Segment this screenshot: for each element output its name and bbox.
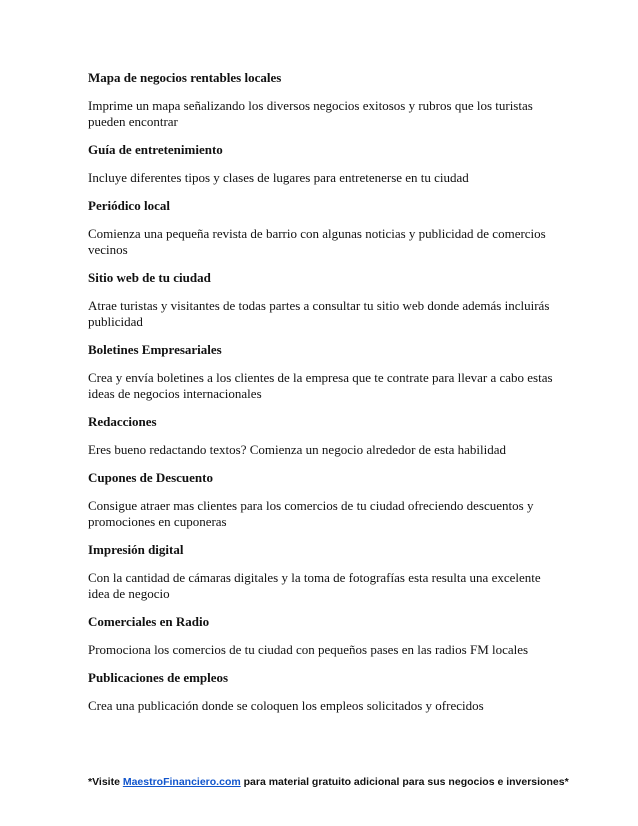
item-title: Comerciales en Radio	[88, 614, 210, 629]
item-description: Atrae turistas y visitantes de todas partes a consultar tu sitio web donde además incluirás publicidad	[88, 298, 550, 329]
item-description: Incluye diferentes tipos y clases de lugares para entretenerse en tu ciudad	[88, 170, 469, 185]
document-body	[88, 70, 558, 726]
item-description: Consigue atraer mas clientes para los comercios de tu ciudad ofreciendo descuentos y promociones en cuponeras	[88, 498, 534, 529]
item-description: Comienza una pequeña revista de barrio con algunas noticias y publicidad de comercios vecinos	[88, 226, 546, 257]
list-item	[88, 470, 558, 530]
footer-link[interactable]: MaestroFinanciero.com	[122, 776, 241, 788]
list-item	[88, 142, 558, 186]
list-item	[88, 670, 558, 714]
item-title: Periódico local	[88, 198, 170, 213]
item-description: Promociona los comercios de tu ciudad con pequeños pases en las radios FM locales	[88, 642, 529, 657]
list-item	[88, 542, 558, 602]
list-item	[88, 614, 558, 658]
item-title: Guía de entretenimiento	[88, 142, 223, 157]
page-footer	[88, 775, 568, 789]
footer-prefix: *Visite	[88, 776, 123, 788]
list-item	[88, 270, 558, 330]
list-item	[88, 342, 558, 402]
list-item	[88, 414, 558, 458]
item-title: Mapa de negocios rentables locales	[88, 70, 282, 85]
item-title: Boletines Empresariales	[88, 342, 222, 357]
item-title: Publicaciones de empleos	[88, 670, 229, 685]
item-title: Impresión digital	[88, 542, 184, 557]
item-description: Imprime un mapa señalizando los diversos negocios exitosos y rubros que los turistas pueden encontrar	[88, 98, 533, 129]
item-description: Eres bueno redactando textos? Comienza un negocio alrededor de esta habilidad	[88, 442, 507, 457]
item-title: Sitio web de tu ciudad	[88, 270, 211, 285]
item-description: Crea una publicación donde se coloquen los empleos solicitados y ofrecidos	[88, 698, 484, 713]
item-description: Con la cantidad de cámaras digitales y la toma de fotografías esta resulta una excelente idea de negocio	[88, 570, 541, 601]
item-title: Redacciones	[88, 414, 157, 429]
list-item	[88, 198, 558, 258]
item-title: Cupones de Descuento	[88, 470, 213, 485]
list-item	[88, 70, 558, 130]
item-description: Crea y envía boletines a los clientes de la empresa que te contrate para llevar a cabo estas ideas de negocios internacionales	[88, 370, 553, 401]
footer-suffix: para material gratuito adicional para sus negocios e inversiones*	[240, 776, 569, 788]
